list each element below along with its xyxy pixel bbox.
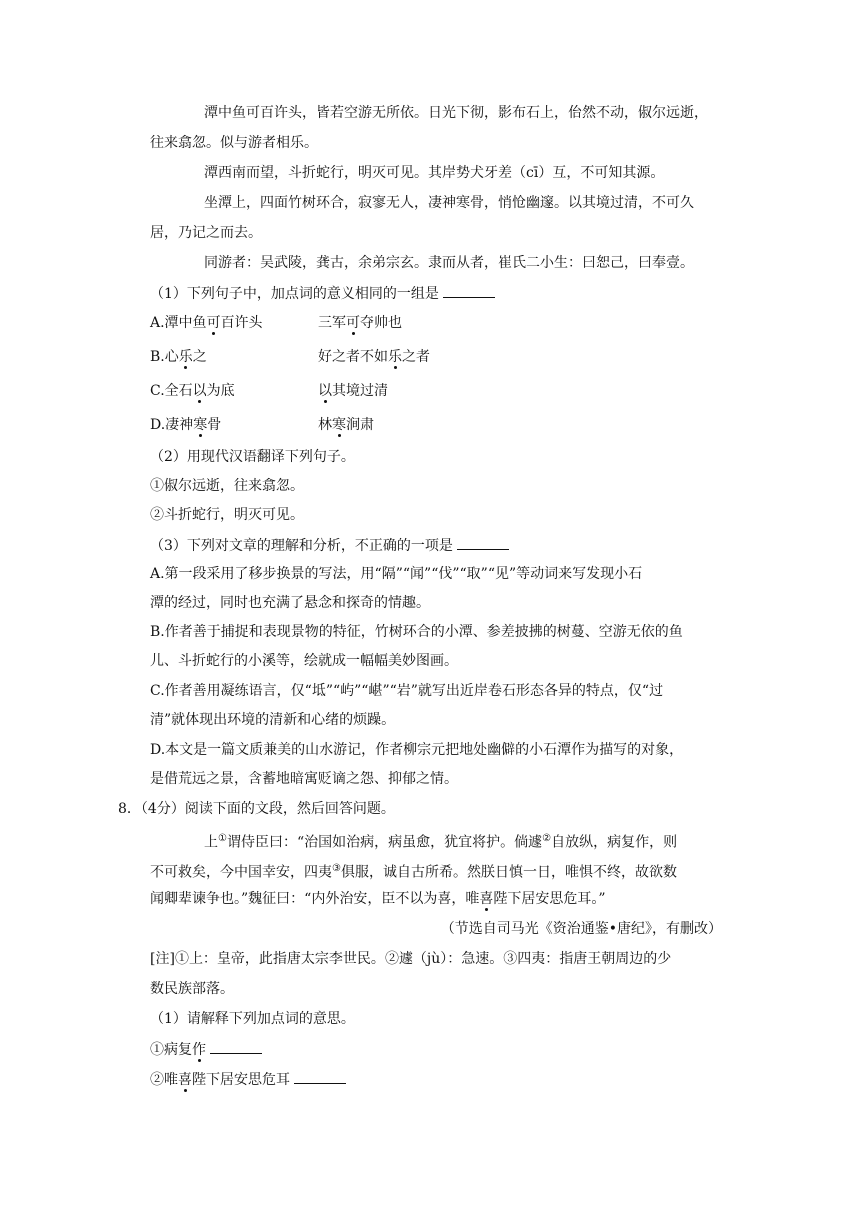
q8-sub1-stem: （1）请解释下列加点词的意思。: [150, 1011, 355, 1027]
translate-item-2: [150, 505, 304, 525]
text-run: 闻卿辈谏争也。”魏征曰：“内外治安，臣不以为喜，唯: [150, 891, 480, 907]
text-run: 俱服，诚自古所希。然朕日慎一日，唯惧不终，故欲数: [340, 864, 677, 881]
dotted-word: 可: [346, 315, 360, 331]
passage-line: 坐潭上，四面竹树环合，寂寥无人，凄神寒骨，悄怆幽邃。以其境过清，不可久: [204, 195, 694, 211]
item-text: 斗折蛇行，明灭可见。: [164, 507, 304, 523]
circled-number: ①: [174, 951, 189, 967]
circled-number: ①: [150, 1042, 164, 1058]
circled-number: ②: [150, 507, 164, 523]
q3-option-b-cont: 儿、斗折蛇行的小溪等，绘就成一幅幅美妙图画。: [150, 653, 458, 669]
circled-number: ②: [150, 1072, 164, 1088]
q8-item-2: [150, 1069, 346, 1090]
answer-blank[interactable]: [457, 535, 509, 550]
passage-line: 潭中鱼可百许头，皆若空游无所依。日光下彻，影布石上，佁然不动，俶尔远逝，: [204, 105, 708, 121]
passage-line: 往来翕忽。似与游者相乐。: [150, 135, 318, 151]
option-b-right: [318, 347, 430, 367]
item-text: 俶尔远逝，往来翕忽。: [164, 478, 304, 494]
option-text: B.心: [150, 349, 179, 365]
q8-text-line: [150, 889, 606, 909]
item-text: 唯: [164, 1072, 178, 1088]
option-text: 三军: [318, 315, 346, 331]
annotation-line: 数民族部落。: [150, 981, 234, 997]
dotted-word: 以: [192, 383, 207, 399]
option-text: 其境过清: [332, 383, 388, 399]
option-d-right: [318, 415, 374, 435]
option-text: C.全石: [150, 383, 193, 399]
note-label: [注]: [150, 951, 175, 967]
item-text: 病复: [164, 1042, 192, 1058]
circled-number: ①: [150, 478, 164, 494]
question-stem-text: （1）下列句子中，加点词的意义相同的一组是: [150, 286, 439, 302]
option-text: A.潭中鱼: [150, 315, 207, 331]
q3-option-a: A.第一段采用了移步换景的写法，用“隔”“闻”“伐”“取”“见”等动词来写发现小石: [150, 566, 643, 582]
dotted-word: 可: [206, 315, 221, 331]
translate-item-1: [150, 476, 304, 496]
note-text: 上：皇帝，此指唐太宗李世民。: [188, 951, 385, 967]
dotted-word: 喜: [479, 891, 494, 907]
option-text: 好之者不如: [318, 349, 388, 365]
option-text: 骨: [207, 417, 222, 433]
q3-option-d-cont: 是借荒远之景，含蓄地暗寓贬谪之怨、抑郁之情。: [150, 771, 458, 787]
circled-number: ③: [503, 951, 518, 967]
dotted-word: 乐: [178, 349, 193, 365]
footnote-mark: ②: [542, 833, 552, 844]
answer-blank[interactable]: [210, 1039, 262, 1054]
question-2-stem: （2）用现代汉语翻译下列句子。: [150, 449, 355, 465]
text-run: 谓侍臣曰：“治国如治病，病虽愈，犹宜将护。倘遽: [226, 834, 543, 851]
q3-option-d: D.本文是一篇文质兼美的山水游记，作者柳宗元把地处幽僻的小石潭作为描写的对象，: [150, 742, 684, 758]
answer-blank[interactable]: [294, 1069, 346, 1084]
circled-number: ②: [384, 951, 399, 967]
option-text: D.凄神: [150, 417, 194, 433]
text-run: 陛下居安思危耳。”: [493, 891, 606, 907]
item-text: 陛下居安思危耳: [192, 1072, 290, 1088]
note-text: 遽（jù）：急速。: [398, 951, 504, 967]
q3-option-c-cont: 清”就体现出环境的清新和心绪的烦躁。: [150, 712, 396, 728]
question-stem-text: （3）下列对文章的理解和分析，不正确的一项是: [150, 538, 453, 554]
option-a-right: [318, 313, 402, 333]
passage-line: 居，乃记之而去。: [150, 225, 262, 241]
q8-text-line: [150, 859, 677, 883]
q3-option-a-cont: 潭的经过，同时也充满了悬念和探奇的情趣。: [150, 595, 430, 611]
option-b-left: [150, 347, 207, 367]
option-text: 之: [192, 349, 207, 365]
note-text: 四夷：指唐王朝周边的少: [517, 951, 672, 967]
q8-item-1: [150, 1039, 262, 1060]
dotted-word: 乐: [388, 349, 402, 365]
question-1-stem: [150, 283, 495, 304]
option-c-right: [318, 381, 388, 401]
footnote-mark: ③: [332, 863, 341, 874]
q3-option-c: C.作者善用凝练语言，仅“坻”“屿”“嵁”“岩”就写出近岸卷石形态各异的特点，仅“过: [150, 683, 664, 699]
option-text: 之者: [402, 349, 430, 365]
answer-blank[interactable]: [443, 283, 495, 298]
dotted-word: 作: [192, 1042, 206, 1058]
option-a-left: [150, 313, 263, 333]
option-text: 百许头: [220, 315, 263, 331]
option-c-left: [150, 381, 235, 401]
passage-line: 同游者：吴武陵，龚古，余弟宗玄。隶而从者，崔氏二小生：曰恕己，曰奉壹。: [204, 255, 694, 271]
dotted-word: 以: [318, 383, 332, 399]
text-run: 不可救矣，今中国幸安，四夷: [150, 864, 332, 881]
annotation-line: [150, 949, 671, 969]
dotted-word: 寒: [332, 417, 346, 433]
dotted-word: 寒: [193, 417, 208, 433]
passage-line: 潭西南而望，斗折蛇行，明灭可见。其岸势犬牙差（cī）互，不可知其源。: [204, 165, 665, 181]
option-text: 为底: [206, 383, 235, 399]
dotted-word: 喜: [178, 1072, 192, 1088]
footnote-mark: ①: [218, 833, 227, 844]
text-run: 自放纵，病复作，则: [551, 834, 678, 851]
option-text: 林: [318, 417, 332, 433]
q8-text-line: [204, 829, 677, 853]
q3-option-b: B.作者善于捕捉和表现景物的特征，竹树环合的小潭、参差披拂的树蔓、空游无依的鱼: [150, 624, 683, 640]
option-text: 涧肃: [346, 417, 374, 433]
option-text: 夺帅也: [360, 315, 402, 331]
question-8-title: 8．（4分）阅读下面的文段，然后回答问题。: [118, 801, 395, 817]
question-3-stem: [150, 535, 509, 556]
text-run: 上: [204, 834, 218, 851]
source-citation: （节选自司马光《资治通鉴•唐纪》，有删改）: [440, 921, 722, 937]
option-d-left: [150, 415, 221, 435]
